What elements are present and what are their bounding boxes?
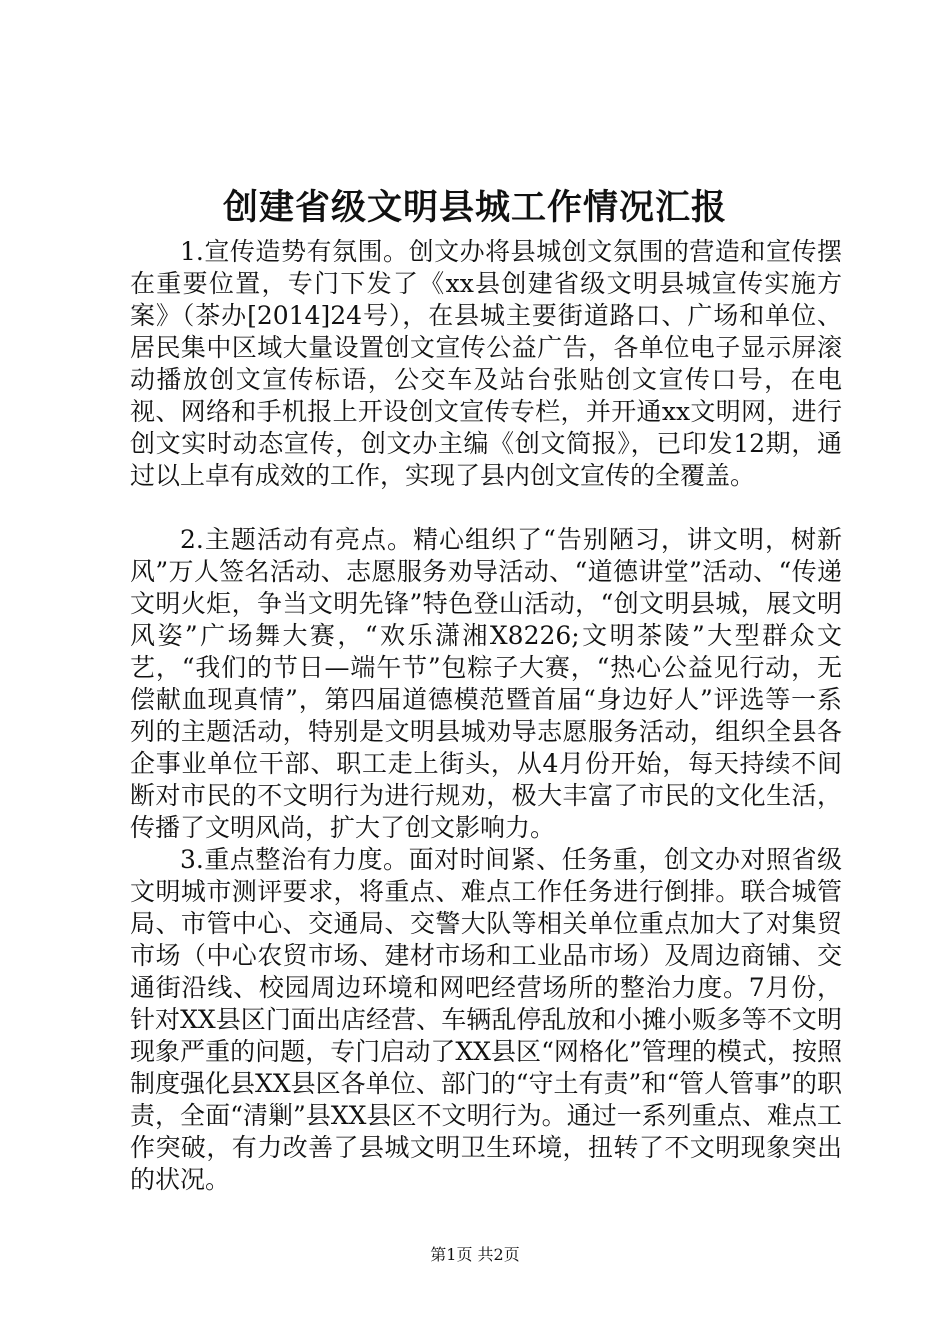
document-title: 创建省级文明县城工作情况汇报 [222, 187, 727, 228]
paragraph-activities: 2.主题活动有亮点。精心组织了“告别陋习，讲文明，树新风”万人签名活动、志愿服务劝导活动、“道德讲堂”活动、“传递文明火炬，争当文明先锋”特色登山活动，“创文明县城，展文明风姿”广场舞大赛，“欢乐潇湘X8226;文明茶陵”大型群众文艺，“我们的节日—端午节”包粽子大赛，“热心公益见行动，无偿献血现真情”，第四届道德模范暨首届“身边好人”评选等一系列的主题活动，特别是文明县城劝导志愿服务活动，组织全县各企事业单位干部、职工走上街头，从4月份开始，每天持续不间断对市民的不文明行为进行规劝，极大丰富了市民的文化生活，传播了文明风尚，扩大了创文影响力。 [130, 525, 842, 842]
document-body [130, 236, 842, 1196]
page-number: 第1页 [430, 1245, 473, 1264]
paragraph-publicity: 1.宣传造势有氛围。创文办将县城创文氛围的营造和宣传摆在重要位置，专门下发了《xx县创建省级文明县城宣传实施方案》（茶办[2014]24号），在县城主要街道路口、广场和单位、居民集中区域大量设置创文宣传公益广告，各单位电子显示屏滚动播放创文宣传标语，公交车及站台张贴创文宣传口号，在电视、网络和手机报上开设创文宣传专栏，并开通xx文明网，进行创文实时动态宣传，创文办主编《创文简报》，已印发12期，通过以上卓有成效的工作，实现了县内创文宣传的全覆盖。 [130, 237, 842, 490]
page-footer [0, 1244, 950, 1266]
paragraph-rectification: 3.重点整治有力度。面对时间紧、任务重，创文办对照省级文明城市测评要求，将重点、难点工作任务进行倒排。联合城管局、市管中心、交通局、交警大队等相关单位重点加大了对集贸市场（中心农贸市场、建材市场和工业品市场）及周边商铺、交通街沿线、校园周边环境和网吧经营场所的整治力度。7月份，针对XX县区门面出店经营、车辆乱停乱放和小摊小贩多等不文明现象严重的问题，专门启动了XX县区“网格化”管理的模式，按照制度强化县XX县区各单位、部门的“守土有责”和“管人管事”的职责，全面“清剿”县XX县区不文明行为。通过一系列重点、难点工作突破，有力改善了县城文明卫生环境，扭转了不文明现象突出的状况。 [130, 845, 842, 1194]
page-total: 共2页 [477, 1245, 520, 1264]
